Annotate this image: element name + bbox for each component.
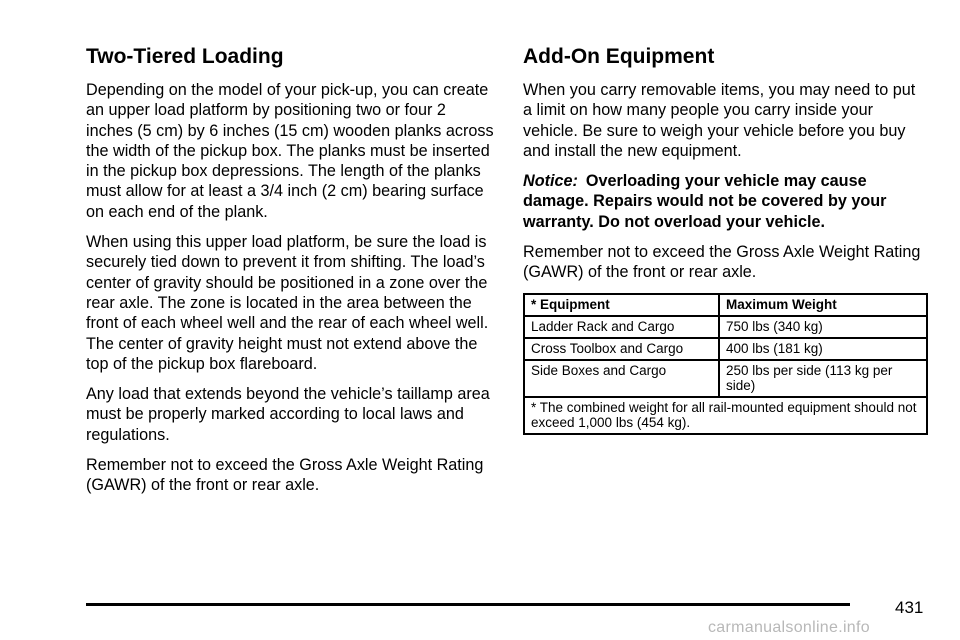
paragraph-gawr-right: Remember not to exceed the Gross Axle Weight Rating (GAWR) of the front or rear axle. xyxy=(523,243,921,282)
table-footnote-row xyxy=(524,397,927,434)
notice-paragraph xyxy=(523,171,928,232)
paragraph-gawr-left: Remember not to exceed the Gross Axle Weight Rating (GAWR) of the front or rear axle. xyxy=(86,456,484,495)
table-row xyxy=(524,316,927,338)
equipment-weight-table xyxy=(523,293,928,435)
table-header-equipment: * Equipment xyxy=(524,294,719,316)
add-on-equipment-heading: Add-On Equipment xyxy=(523,45,715,68)
table-header-max-weight: Maximum Weight xyxy=(719,294,927,316)
table-cell: Side Boxes and Cargo xyxy=(524,360,719,397)
paragraph-planks: Depending on the model of your pick-up, you can create an upper load platform by positioning two or four 2 inches (5 cm) by 6 inches (15 cm) wooden planks across the width of the pickup box. The planks must be inserted in the pickup box depressions. The length of the planks must allow for at least a 3/4 inch (2 cm) bearing surface on each end of the plank. xyxy=(86,81,494,221)
paragraph-taillamp: Any load that extends beyond the vehicle’s taillamp area must be properly marked according to local laws and regulations. xyxy=(86,385,490,444)
table-footnote: * The combined weight for all rail-mounted equipment should not exceed 1,000 lbs (454 kg). xyxy=(524,397,927,434)
notice-text: Overloading your vehicle may cause damage. Repairs would not be covered by your warranty. Do not overload your vehicle. xyxy=(523,172,887,231)
paragraph-platform: When using this upper load platform, be sure the load is securely tied down to prevent it from shifting. The load’s center of gravity should be positioned in a zone over the rear axle. The zone is located in the area between the front of each wheel well and the rear of each wheel well. The center of gravity height must not extend above the top of the pickup box flareboard. xyxy=(86,233,489,373)
right-column xyxy=(523,44,928,435)
page-number: 431 xyxy=(895,598,924,617)
table-row xyxy=(524,338,927,360)
table-cell: 750 lbs (340 kg) xyxy=(719,316,927,338)
table-cell: 400 lbs (181 kg) xyxy=(719,338,927,360)
left-column xyxy=(86,44,496,506)
table-row xyxy=(524,360,927,397)
table-cell: 250 lbs per side (113 kg per side) xyxy=(719,360,927,397)
table-cell: Cross Toolbox and Cargo xyxy=(524,338,719,360)
watermark: carmanualsonline.info xyxy=(708,619,870,636)
paragraph-intro: When you carry removable items, you may need to put a limit on how many people you carry inside your vehicle. Be sure to weigh your vehicle before you buy and install the new equipment. xyxy=(523,81,916,160)
two-tiered-loading-heading: Two-Tiered Loading xyxy=(86,45,284,68)
notice-lead: Notice: xyxy=(523,172,578,191)
footer-rule xyxy=(86,603,850,606)
table-cell: Ladder Rack and Cargo xyxy=(524,316,719,338)
table-header-row xyxy=(524,294,927,316)
